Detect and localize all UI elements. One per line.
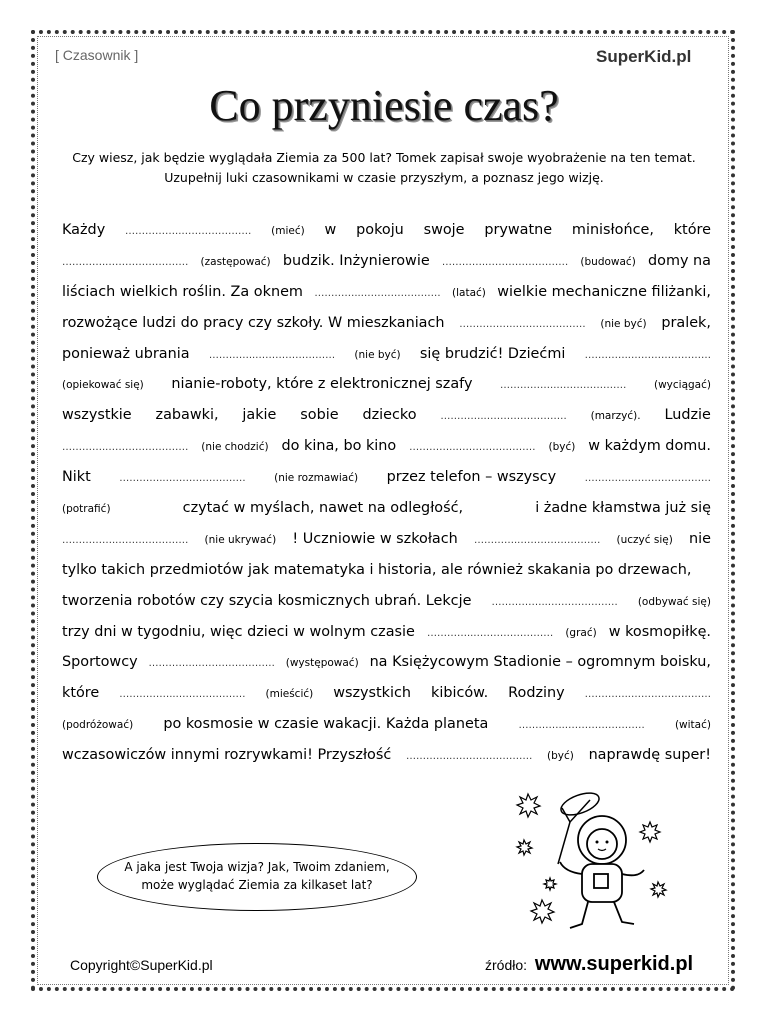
blank-field[interactable]: …………..…………………… xyxy=(62,256,189,268)
intro-line-1: Czy wiesz, jak będzie wyglądała Ziemia za 500 lat? Tomek zapisał swoje wyobrażenie na ten temat. xyxy=(72,150,696,165)
source-url[interactable]: www.superkid.pl xyxy=(534,953,694,975)
exercise-word: Ludzie xyxy=(664,407,711,424)
exercise-word: pokoju xyxy=(356,222,404,238)
exercise-word: rozwożące ludzi do pracy czy szkoły. W mieszkaniach xyxy=(62,314,445,331)
exercise-word: wielkie mechaniczne filiżanki, xyxy=(497,283,711,300)
thought-bubble xyxy=(97,843,417,911)
page-title: Co przyniesie czas? xyxy=(209,81,559,130)
exercise-word: wszystkie xyxy=(62,407,132,424)
exercise-word: w kosmopiłkę. xyxy=(608,623,711,640)
astronaut-icon xyxy=(510,782,670,942)
verb-hint: (witać) xyxy=(674,719,711,732)
exercise-word: Każdy xyxy=(62,222,106,238)
exercise-line xyxy=(62,624,711,655)
verb-hint: (uczyć się) xyxy=(616,533,673,546)
verb-hint: (opiekować się) xyxy=(62,379,144,392)
exercise-line xyxy=(62,407,711,438)
exercise-word: ! Uczniowie w szkołach xyxy=(292,530,458,547)
exercise-line xyxy=(62,315,711,346)
verb-hint: (występować) xyxy=(285,657,359,670)
verb-hint: (mieścić) xyxy=(265,688,314,701)
exercise-line xyxy=(62,531,711,562)
blank-field[interactable]: …………..…………………… xyxy=(426,627,554,639)
thought-bubble-line-1: A jaka jest Twoja wizja? Jak, Twoim zdaniem, xyxy=(124,860,390,874)
blank-field[interactable]: …………..…………………… xyxy=(409,442,536,454)
exercise-line xyxy=(62,716,711,747)
exercise-word: ponieważ ubrania xyxy=(62,345,190,362)
source-label: źródło: xyxy=(485,957,528,973)
blank-field[interactable]: …………..…………………… xyxy=(314,287,441,299)
blank-field[interactable]: …………..…………………… xyxy=(440,411,567,423)
verb-hint: (odbywać się) xyxy=(637,595,711,608)
exercise-word: po kosmosie w czasie wakacji. Każda planeta xyxy=(163,716,489,733)
blank-field[interactable]: ……………..………………… xyxy=(125,226,252,237)
verb-hint: (wyciągać) xyxy=(653,379,711,392)
blank-field[interactable]: ……………..………………… xyxy=(62,534,189,546)
exercise-line xyxy=(62,438,711,469)
exercise-word: nianie-roboty, które z elektronicznej szafy xyxy=(171,376,473,393)
exercise-line xyxy=(62,376,711,407)
exercise-word: sobie xyxy=(300,407,339,424)
blank-field[interactable]: …………..…………………… xyxy=(441,256,569,268)
verb-hint: (nie ukrywać) xyxy=(204,533,277,546)
intro-text xyxy=(60,148,708,188)
exercise-word: w każdym domu. xyxy=(588,438,711,455)
exercise-word: czytać w myślach, nawet na odległość, xyxy=(182,500,464,517)
verb-hint: (latać) xyxy=(452,286,486,299)
blank-field[interactable]: …………..…………………… xyxy=(405,751,533,763)
blank-field[interactable]: …………..…………………… xyxy=(208,349,336,361)
verb-hint: (być) xyxy=(548,441,576,454)
exercise-word: przez telefon – wszyscy xyxy=(386,469,557,486)
verb-hint: (marzyć). xyxy=(590,410,641,423)
exercise-line xyxy=(62,222,711,253)
exercise-word: nie xyxy=(689,530,711,547)
exercise-line xyxy=(62,346,711,377)
blank-field[interactable]: …………..…………………… xyxy=(584,689,711,701)
source xyxy=(485,953,693,976)
blank-field[interactable]: ……………..………………… xyxy=(119,689,246,701)
exercise-word: prywatne xyxy=(484,222,553,238)
exercise-word: budzik. Inżynierowie xyxy=(282,252,430,269)
exercise-word: wczasowiczów innymi rozrywkami! Przyszłość xyxy=(62,747,392,764)
verb-hint: (podróżować) xyxy=(62,719,134,732)
exercise-word: Nikt xyxy=(62,469,91,486)
exercise-line xyxy=(62,685,711,716)
blank-field[interactable]: …………..…………………… xyxy=(148,658,275,670)
exercise-word: pralek, xyxy=(661,314,711,331)
exercise-word: kibiców. xyxy=(430,685,489,702)
exercise-word: Sportowcy xyxy=(62,654,138,671)
exercise-word: które xyxy=(673,222,711,238)
verb-hint: (nie być) xyxy=(354,348,401,361)
exercise-word: w xyxy=(324,222,337,238)
exercise-line xyxy=(62,500,711,531)
exercise-line xyxy=(62,253,711,284)
blank-field[interactable]: …………..…………………… xyxy=(62,442,189,454)
exercise-line xyxy=(62,593,711,624)
exercise-word: się brudzić! Dziećmi xyxy=(419,345,566,362)
exercise-word: tworzenia robotów czy szycia kosmicznych ubrań. Lekcje xyxy=(62,592,472,609)
verb-hint: (budować) xyxy=(580,255,636,268)
verb-hint: (zastępować) xyxy=(200,255,271,268)
exercise-word: minisłońce, xyxy=(571,222,654,238)
exercise-text xyxy=(62,222,711,778)
verb-hint: (grać) xyxy=(565,626,597,639)
blank-field[interactable]: …………..…………………… xyxy=(584,473,711,485)
exercise-word: i żadne kłamstwa już się xyxy=(535,500,711,517)
blank-field[interactable]: …………..…………………… xyxy=(119,473,246,485)
brand-logo: SuperKid.pl xyxy=(596,47,692,66)
verb-hint: (nie być) xyxy=(600,317,647,330)
exercise-word: wszystkich xyxy=(333,685,412,702)
verb-hint: (nie chodzić) xyxy=(201,441,269,454)
blank-field[interactable]: ……………..………………… xyxy=(491,596,618,608)
exercise-line xyxy=(62,654,711,685)
verb-hint: (być) xyxy=(547,750,574,763)
exercise-line xyxy=(62,284,711,315)
blank-field[interactable]: ……………..………………… xyxy=(500,380,627,392)
category-label: [ Czasownik ] xyxy=(55,47,139,63)
exercise-word: Rodziny xyxy=(508,685,565,702)
exercise-word: tylko takich przedmiotów jak matematyka i historia, ale również skakania po drzewach, xyxy=(62,561,692,578)
exercise-word: naprawdę super! xyxy=(588,747,711,764)
exercise-line xyxy=(62,747,711,778)
intro-line-2: Uzupełnij luki czasownikami w czasie przyszłym, a poznasz jego wizję. xyxy=(164,170,604,185)
exercise-line xyxy=(62,562,711,593)
exercise-word: jakie xyxy=(242,407,277,424)
exercise-word: trzy dni w tygodniu, więc dzieci w wolnym czasie xyxy=(62,623,415,640)
blank-field[interactable]: …………..…………………… xyxy=(473,534,601,546)
exercise-word: dziecko xyxy=(362,407,417,424)
exercise-line xyxy=(62,469,711,500)
copyright: Copyright©SuperKid.pl xyxy=(70,957,213,973)
verb-hint: (potrafić) xyxy=(62,503,111,516)
exercise-word: liściach wielkich roślin. Za oknem xyxy=(62,283,303,300)
verb-hint: (mieć) xyxy=(271,225,305,237)
exercise-word: do kina, bo kino xyxy=(281,438,397,455)
blank-field[interactable]: …………..…………………… xyxy=(518,720,645,732)
verb-hint: (nie rozmawiać) xyxy=(274,472,359,485)
exercise-word: swoje xyxy=(423,222,465,238)
exercise-word: domy na xyxy=(648,252,711,269)
thought-bubble-line-2: może wyglądać Ziemia za kilkaset lat? xyxy=(141,878,373,892)
exercise-word: zabawki, xyxy=(155,407,219,424)
exercise-word: które xyxy=(62,685,100,702)
exercise-word: na Księżycowym Stadionie – ogromnym boisku, xyxy=(369,654,711,671)
blank-field[interactable]: …………..…………………… xyxy=(584,349,711,361)
blank-field[interactable]: ……………..………………… xyxy=(459,318,586,330)
